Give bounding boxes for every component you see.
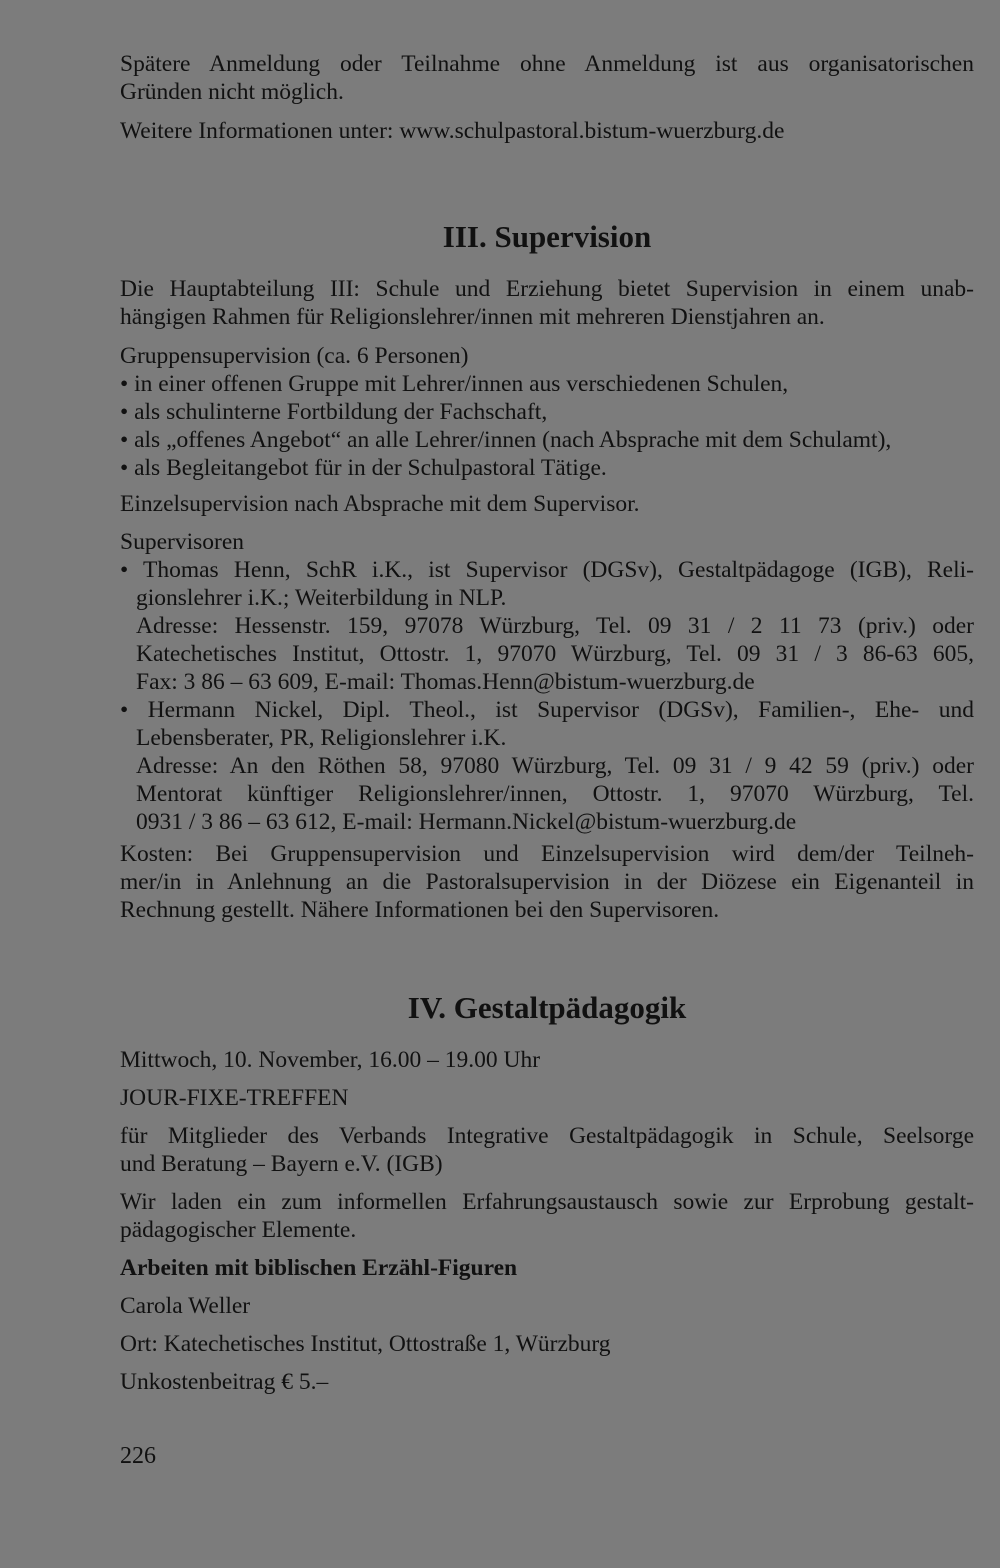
event-speaker: Carola Weller — [120, 1293, 251, 1319]
list-item: • als Begleitangebot für in der Schulpastoral Tätige. — [120, 455, 607, 481]
section-heading-supervision: III. Supervision — [442, 219, 652, 254]
text-line: 0931 / 3 86 – 63 612, E-mail: Hermann.Nickel@bistum-wuerzburg.de — [136, 809, 797, 835]
supervisor-henn: • Thomas Henn, SchR i.K., ist Supervisor (DGSv), Gestaltpädagoge (IGB), Reli- — [120, 557, 974, 583]
supervisors-title: Supervisoren — [120, 529, 245, 555]
text-line: hängigen Rahmen für Religionslehrer/innen mit mehreren Dienstjahren an. — [120, 304, 825, 330]
single-supervision: Einzelsupervision nach Absprache mit dem Supervisor. — [120, 491, 640, 517]
text-line: Gründen nicht möglich. — [120, 79, 344, 105]
event-invitation — [120, 1188, 974, 1244]
list-item: • als „offenes Angebot“ an alle Lehrer/innen (nach Absprache mit dem Schulamt), — [120, 427, 892, 453]
event-date: Mittwoch, 10. November, 16.00 – 19.00 Uhr — [120, 1047, 541, 1073]
text-line: Fax: 3 86 – 63 609, E-mail: Thomas.Henn@bistum-wuerzburg.de — [136, 669, 755, 695]
text-line: Spätere Anmeldung oder Teilnahme ohne Anmeldung ist aus organisatorischen — [120, 51, 974, 77]
supervisors-block — [120, 528, 974, 836]
text-line: Lebensberater, PR, Religionslehrer i.K. — [136, 725, 507, 751]
text-line: Rechnung gestellt. Nähere Informationen bei den Supervisoren. — [120, 897, 720, 923]
text-line: Katechetisches Institut, Ottostr. 1, 97070 Würzburg, Tel. 09 31 / 3 86-63 605, — [136, 641, 974, 667]
text-line: Die Hauptabteilung III: Schule und Erziehung bietet Supervision in einem unab- — [120, 276, 974, 302]
list-item: • in einer offenen Gruppe mit Lehrer/innen aus verschiedenen Schulen, — [120, 371, 789, 397]
section-heading-gestalt: IV. Gestaltpädagogik — [407, 990, 687, 1025]
text-line: Adresse: Hessenstr. 159, 97078 Würzburg, Tel. 09 31 / 2 11 73 (priv.) oder — [136, 613, 974, 639]
list-item: • als schulinterne Fortbildung der Fachschaft, — [120, 399, 548, 425]
text-line: mer/in in Anlehnung an die Pastoralsupervision in der Diözese ein Eigenanteil in — [120, 869, 974, 895]
group-supervision-title: Gruppensupervision (ca. 6 Personen) — [120, 343, 469, 369]
event-audience — [120, 1122, 974, 1178]
text-line: Adresse: An den Röthen 58, 97080 Würzburg, Tel. 09 31 / 9 42 59 (priv.) oder — [136, 753, 974, 779]
registration-note — [120, 50, 974, 106]
page-number: 226 — [120, 1443, 156, 1469]
event-fee: Unkostenbeitrag € 5.– — [120, 1369, 329, 1395]
text-line: für Mitglieder des Verbands Integrative Gestaltpädagogik in Schule, Seelsorge — [120, 1123, 974, 1149]
costs-note — [120, 840, 974, 924]
info-link-text: Weitere Informationen unter: www.schulpastoral.bistum-wuerzburg.de — [120, 118, 785, 144]
supervision-intro — [120, 275, 974, 331]
event-location: Ort: Katechetisches Institut, Ottostraße 1, Würzburg — [120, 1331, 611, 1357]
event-topic: Arbeiten mit biblischen Erzähl-Figuren — [120, 1255, 518, 1281]
text-line: Kosten: Bei Gruppensupervision und Einzelsupervision wird dem/der Teilneh- — [120, 841, 974, 867]
supervisor-nickel: • Hermann Nickel, Dipl. Theol., ist Supervisor (DGSv), Familien-, Ehe- und — [120, 697, 974, 723]
text-line: und Beratung – Bayern e.V. (IGB) — [120, 1151, 443, 1177]
text-line: pädagogischer Elemente. — [120, 1217, 357, 1243]
text-line: Wir laden ein zum informellen Erfahrungsaustausch sowie zur Erprobung gestalt- — [120, 1189, 974, 1215]
event-title: JOUR-FIXE-TREFFEN — [120, 1085, 349, 1111]
group-supervision-block — [120, 342, 974, 482]
text-line: gionslehrer i.K.; Weiterbildung in NLP. — [136, 585, 507, 611]
text-line: Mentorat künftiger Religionslehrer/innen, Ottostr. 1, 97070 Würzburg, Tel. — [136, 781, 974, 807]
